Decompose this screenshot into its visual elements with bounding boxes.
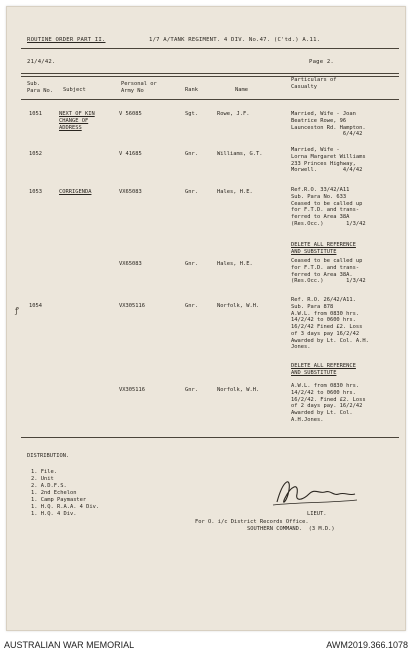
distribution-item: 1. Camp Paymaster xyxy=(31,497,87,503)
table-end-rule xyxy=(21,437,399,438)
person-name: Norfolk, W.H. xyxy=(217,387,260,393)
para-number: 1052 xyxy=(29,151,42,157)
rank: Sgt. xyxy=(185,111,198,117)
particulars: Ref.R.O. 33/42/A11 Sub. Para No. 633 Ceased to be called up for F.T.D. and trans- ferred to Area 38A (Res.Occ.) 1/3/42 xyxy=(291,187,366,227)
col-rank: Rank xyxy=(185,87,198,93)
subject: NEXT OF KIN CHANGE OF ADDRESS xyxy=(59,111,95,131)
particulars: Ref. R.O. 26/42/A11. Sub. Para 878 A.W.L. from 0830 hrs. 14/2/42 to 0600 hrs. 16/2/42 Fined £2. Loss of 3 days pay 16/2/42 Awarded by Lt. Col. A.H. Jones. xyxy=(291,297,369,351)
army-number: V 56085 xyxy=(119,111,142,117)
order-title: ROUTINE ORDER PART II. xyxy=(27,37,106,43)
distribution-item: 2. Unit xyxy=(31,476,54,482)
army-number: V 41685 xyxy=(119,151,142,157)
col-name: Name xyxy=(235,87,248,93)
person-name: Hales, H.E. xyxy=(217,261,253,267)
subject: CORRIGENDA xyxy=(59,189,92,195)
particulars: A.W.L. from 0830 hrs. 14/2/42 to 0600 hrs. 16/2/42. Fined £2. Loss of 2 days pay. 16/2/42 Awarded by Lt. Col. A.H.Jones. xyxy=(291,383,366,423)
column-top-rule xyxy=(21,73,399,77)
margin-mark: ꝭ xyxy=(15,306,19,315)
col-particulars: Particulars of Casualty xyxy=(291,77,337,90)
archive-name: AUSTRALIAN WAR MEMORIAL xyxy=(4,640,135,650)
particulars: Married, Wife - Lorna Margaret Williams 233 Princes Highway, Morwell. 4/4/42 xyxy=(291,147,366,174)
header-rule xyxy=(21,48,399,49)
delete-reference-note: DELETE ALL REFERENCE AND SUBSTITUTE xyxy=(291,242,356,255)
column-bottom-rule xyxy=(21,99,399,100)
rank: Gnr. xyxy=(185,303,198,309)
person-name: Williams, G.T. xyxy=(217,151,263,157)
army-number: VX305116 xyxy=(119,303,145,309)
army-number: VX65083 xyxy=(119,189,142,195)
army-number: VX65083 xyxy=(119,261,142,267)
distribution-item: 1. 2nd Echelon xyxy=(31,490,77,496)
rank: Gnr. xyxy=(185,151,198,157)
archive-reference: AWM2019.366.1078 xyxy=(326,640,408,650)
signatory-for-line: For O. i/c District Records Office. xyxy=(195,519,309,525)
distribution-item: 1. File. xyxy=(31,469,57,475)
distribution-item: 1. H.Q. 4 Div. xyxy=(31,511,77,517)
distribution-item: 2. A.D.F.S. xyxy=(31,483,67,489)
unit-reference: 1/7 A/TANK REGIMENT. 4 DIV. No.47. (C'td.) A.11. xyxy=(149,37,321,43)
person-name: Norfolk, W.H. xyxy=(217,303,260,309)
person-name: Rowe, J.F. xyxy=(217,111,250,117)
para-number: 1053 xyxy=(29,189,42,195)
signatory-rank: LIEUT. xyxy=(307,511,327,517)
archive-footer xyxy=(0,638,412,653)
rank: Gnr. xyxy=(185,387,198,393)
order-date: 21/4/42. xyxy=(27,59,56,65)
distribution-heading: DISTRIBUTION. xyxy=(27,453,70,459)
rank: Gnr. xyxy=(185,189,198,195)
particulars: Married, Wife - Joan Beatrice Rowe, 96 Launceston Rd. Hampton. 6/4/42 xyxy=(291,111,366,138)
handwritten-signature xyxy=(269,472,359,510)
col-sub-para: Sub. Para No. xyxy=(27,81,53,94)
page-number: Page 2. xyxy=(309,59,334,65)
para-number: 1054 xyxy=(29,303,42,309)
person-name: Hales, H.E. xyxy=(217,189,253,195)
rank: Gnr. xyxy=(185,261,198,267)
delete-reference-note: DELETE ALL REFERENCE AND SUBSTITUTE xyxy=(291,363,356,376)
signatory-command: SOUTHERN COMMAND. (3 M.D.) xyxy=(247,526,335,532)
distribution-item: 1. H.Q. R.A.A. 4 Div. xyxy=(31,504,100,510)
para-number: 1051 xyxy=(29,111,42,117)
particulars: Ceased to be called up for F.T.D. and trans- ferred to Area 38A. (Res.Occ.) 1/3/42 xyxy=(291,258,366,285)
document-page xyxy=(6,6,406,631)
army-number: VX305116 xyxy=(119,387,145,393)
col-subject: Subject xyxy=(63,87,86,93)
col-personal-no: Personal or Army No xyxy=(121,81,157,94)
